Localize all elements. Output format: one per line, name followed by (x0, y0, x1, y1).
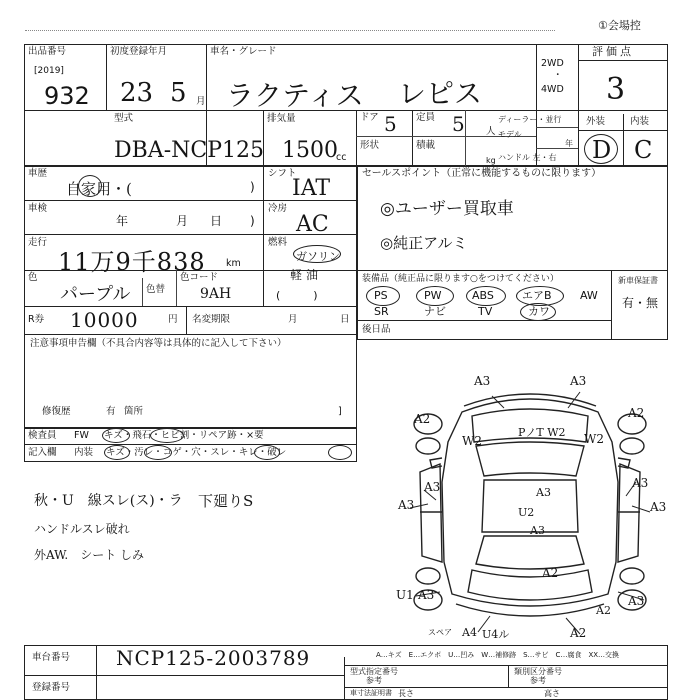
diag-mark-a3-2: A3 (570, 374, 587, 388)
model-year-label: モデル (498, 130, 522, 139)
top-perforation (25, 22, 555, 31)
door-value: 5 (384, 112, 397, 136)
dealer-label: ディーラー・並行 (498, 115, 562, 124)
diag-mark-a3-5: A3 (632, 476, 649, 490)
fuel-other: ( ) (276, 289, 318, 302)
recycle-value: 10000 (70, 308, 139, 332)
year-unit: 年 (565, 139, 573, 148)
model-label: 型式 (114, 113, 134, 124)
diag-mark-a2-5: A2 (596, 604, 611, 617)
inspection-close: ) (250, 214, 255, 228)
color-label: 色 (28, 272, 38, 283)
door-label: ドア (360, 112, 379, 123)
recycle-unit: 円 (168, 314, 178, 325)
diag-mark-a2-2: A2 (628, 406, 645, 420)
interior-check-items: キズ・汚レ・コゲ・穴・スレ・キレ・破レ (106, 447, 287, 458)
score-value: 3 (606, 72, 626, 107)
inspection-month: 月 (176, 214, 189, 228)
mileage-label: 走行 (28, 237, 48, 248)
equip-pw: PW (424, 289, 442, 302)
drive-2wd: 2WD (541, 58, 564, 69)
diag-mark-u2: U2 (518, 506, 535, 519)
inspection-label: 車検 (28, 203, 48, 214)
mileage-unit: km (226, 258, 241, 269)
history-label: 車歴 (28, 168, 48, 179)
interior-label: 内装 (630, 116, 650, 127)
capacity-label: 定員 (416, 112, 436, 123)
sales-point-1: ◎ユーザー買取車 (380, 199, 514, 219)
inspection-year: 年 (116, 214, 129, 228)
legend-text: A…キズ E…エクボ U…凹み W…補修跡 S…サビ C…腐食 XX…交換 (376, 651, 620, 659)
fw-tobiishi-circle (150, 428, 184, 443)
remark-line-1: 秋・U 線スレ(ス)・ラ (34, 493, 183, 509)
remark-line-2: ハンドルスレ破れ (34, 522, 130, 536)
diag-mark-u1: U1 (396, 588, 414, 602)
reg-year: 23 (120, 78, 154, 108)
inspection-day: 日 (210, 214, 223, 228)
warranty-value: 有・無 (622, 296, 659, 310)
remark-line-3: 外AW. シート しみ (34, 548, 145, 562)
displacement-unit: cc (336, 152, 347, 163)
diag-mark-a3-4: A3 (398, 498, 415, 512)
reg-label: 初度登録年月 (110, 46, 168, 57)
class-number-label: 類別区分番号 (514, 667, 562, 676)
fuel-diesel: 軽油 (290, 268, 323, 282)
history-close: ) (250, 180, 255, 194)
reg-month: 5 (170, 78, 187, 108)
history-value: 自家用・( (66, 180, 132, 198)
diag-mark-a3-6: A3 (650, 500, 667, 514)
name-change-label: 名変期限 (192, 314, 231, 325)
registration-label: 登録番号 (32, 682, 71, 693)
diag-mark-a2-4: A2 (570, 626, 587, 640)
equip-leather-circle (520, 303, 556, 321)
load-unit: kg (486, 156, 496, 165)
exterior-grade-circle (584, 134, 618, 164)
int-yogore-circle (144, 445, 172, 460)
fw-label: FW (74, 430, 89, 441)
name-change-month: 月 (288, 314, 298, 325)
int-sure-circle (254, 445, 280, 460)
mileage-value: 11万9千838 (58, 248, 206, 276)
handle-label: ハンドル 左・右 (498, 153, 557, 162)
inspector-label: 検査員 (28, 430, 57, 441)
equip-tv: TV (478, 305, 493, 318)
copy-label: ①会場控 (598, 19, 641, 32)
fw-items: キズ・飛石・ヒビ割・リペア跡・×要 (104, 430, 264, 441)
score-label: 評価点 (592, 45, 634, 58)
diag-mark-pt-w2: PノT W2 (518, 426, 566, 439)
private-use-circle (78, 175, 102, 197)
displacement-value: 1500 (282, 138, 338, 163)
fuel-gasoline: ガソリン (296, 250, 340, 263)
repair-place: 箇所 (124, 406, 144, 417)
equip-ps: PS (374, 289, 388, 302)
remark-line-1b: 下廻りS (198, 492, 254, 510)
color-code-label: 色コード (180, 272, 219, 283)
height-label: 高さ (544, 689, 560, 698)
length-label: 長さ (398, 689, 414, 698)
diag-mark-a4: A4 (462, 626, 477, 639)
reg-month-unit: 月 (196, 96, 206, 107)
lot-number: 932 (44, 82, 90, 110)
warranty-label: 新車保証書 (618, 276, 658, 285)
equip-airbag: エアB (522, 289, 552, 302)
diag-mark-a3-1: A3 (474, 374, 491, 388)
chassis-value: NCP125-2003789 (116, 646, 311, 670)
car-name: ラクティス (226, 79, 364, 112)
gasoline-circle (293, 245, 341, 263)
capacity-unit: 人 (486, 126, 496, 137)
aircon-value: AC (296, 212, 329, 237)
sales-label: セールスポイント（正常に機能するものに限ります） (362, 168, 602, 179)
load-label: 積載 (416, 140, 436, 151)
exterior-label: 外装 (586, 116, 606, 127)
equip-ps-circle (366, 286, 400, 306)
displacement-label: 排気量 (267, 113, 296, 124)
drive-dot: ・ (553, 70, 563, 81)
ref-2: 参考 (530, 676, 546, 685)
int-kizu-circle (104, 445, 130, 460)
diag-mark-a3-3: A3 (424, 480, 441, 494)
shape-label: 形状 (360, 140, 380, 151)
diag-mark-a3-9: A3 (418, 588, 435, 602)
diag-mark-w2-2: W2 (584, 432, 604, 446)
color-swap-label: 色替 (146, 284, 166, 295)
fuel-label: 燃料 (268, 237, 288, 248)
color-code-value: 9AH (200, 286, 232, 302)
recycle-label: R券 (28, 314, 45, 325)
equip-pw-circle (416, 286, 454, 306)
diag-mark-a3-8: A3 (530, 524, 545, 537)
model-designation-label: 型式指定番号 (350, 667, 398, 676)
diag-mark-a2-1: A2 (414, 412, 431, 426)
color-value: パープル (60, 284, 131, 305)
name-change-day: 日 (340, 314, 350, 325)
diag-mark-a3-7: A3 (536, 486, 551, 499)
rear-seat-label: 後日品 (362, 324, 391, 335)
equip-navi: ナビ (424, 305, 446, 318)
shift-label: シフト (268, 168, 297, 179)
equip-sr: SR (374, 305, 389, 318)
name-label: 車名・グレード (210, 46, 277, 57)
diag-mark-a2-3: A2 (542, 566, 559, 580)
diag-spare-note: スペア (428, 628, 452, 637)
car-grade: レピス (398, 77, 483, 110)
diag-mark-a3-10: A3 (628, 594, 645, 608)
diag-mark-w2-1: W2 (462, 434, 482, 448)
size-cert-label: 車寸法証明書 (350, 689, 392, 697)
aircon-label: 冷房 (268, 203, 288, 214)
interior-grade: C (634, 136, 653, 164)
ref-1: 参考 (366, 676, 382, 685)
fw-kizu-circle (102, 428, 130, 443)
sales-point-2: ◎純正アルミ (380, 234, 468, 252)
capacity-value: 5 (452, 112, 465, 136)
diag-mark-u4: U4ル (482, 628, 510, 641)
notes-label: 注意事項申告欄（不具合内容等は具体的に記入して下さい） (30, 338, 287, 349)
exterior-grade: D (592, 136, 612, 164)
right-upper-frame (357, 166, 668, 340)
drive-4wd: 4WD (541, 84, 564, 95)
interior-check-label: 内装 (74, 447, 94, 458)
equip-abs-circle (466, 286, 506, 306)
equip-aw: AW (580, 289, 598, 302)
equip-abs: ABS (472, 289, 494, 302)
record-label: 記入欄 (28, 447, 57, 458)
repair-label: 修復歴 (42, 406, 71, 417)
repair-close: ] (338, 406, 342, 417)
shift-value: IAT (292, 176, 331, 201)
repair-value: 有 (106, 406, 116, 417)
chassis-label: 車台番号 (32, 652, 71, 663)
lot-label: 出品番号 (28, 46, 67, 57)
int-yabure-circle (328, 445, 352, 460)
lot-year: [2019] (34, 66, 64, 76)
equipment-label: 装備品（純正品に限ります○をつけてください） (362, 274, 559, 284)
model-value: DBA-NCP125 (114, 138, 265, 163)
equip-leather: カワ (528, 305, 550, 318)
